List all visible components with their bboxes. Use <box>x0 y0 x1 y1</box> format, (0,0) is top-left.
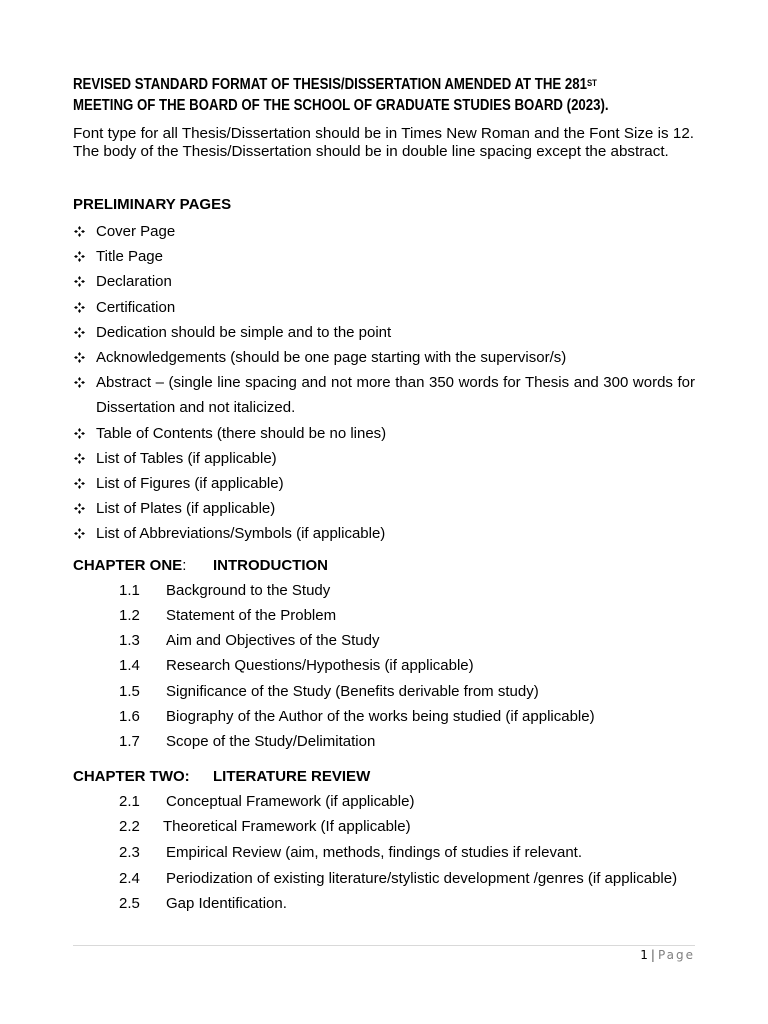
list-item-text: Acknowledgements (should be one page starting with the supervisor/s) <box>96 349 567 366</box>
list-item <box>73 295 695 320</box>
section-number: 2.4 <box>119 870 140 887</box>
page-footer <box>640 948 695 962</box>
title-line-2: MEETING OF THE BOARD OF THE SCHOOL OF GRADUATE STUDIES BOARD (2023). <box>73 97 609 114</box>
chapter-two-heading <box>73 768 371 785</box>
diamond-bullet-icon <box>73 320 89 345</box>
diamond-bullet-icon <box>73 496 89 521</box>
list-item-text: List of Tables (if applicable) <box>96 450 277 467</box>
document-title <box>73 74 695 116</box>
section-text: Significance of the Study (Benefits derivable from study) <box>166 683 539 700</box>
section-number: 2.1 <box>119 793 140 810</box>
list-item <box>73 370 695 421</box>
list-item-text: Dedication should be simple and to the point <box>96 324 392 341</box>
diamond-bullet-icon <box>73 345 89 370</box>
section-text: Aim and Objectives of the Study <box>166 632 380 649</box>
section-number: 1.1 <box>119 582 140 599</box>
section-number: 2.3 <box>119 844 140 861</box>
intro-paragraph: Font type for all Thesis/Dissertation should be in Times New Roman and the Font Size is 12. The body of the Thesis/Dissertation should be in double line spacing except the abstract. <box>73 125 694 160</box>
section-text: Research Questions/Hypothesis (if applicable) <box>166 657 474 674</box>
footer-divider <box>73 945 695 946</box>
list-item <box>73 244 695 269</box>
chapter-one-label: CHAPTER ONE <box>73 557 183 574</box>
chapter-one-heading <box>73 557 328 574</box>
list-item <box>73 471 695 496</box>
list-item <box>73 320 695 345</box>
diamond-bullet-icon <box>73 421 89 446</box>
section-text: Periodization of existing literature/stylistic development /genres (if applicable) <box>166 870 678 887</box>
section-number: 1.6 <box>119 708 140 725</box>
page-label: Page <box>657 948 695 962</box>
list-item-text: Title Page <box>96 248 163 265</box>
section-text: Gap Identification. <box>166 895 287 912</box>
list-item <box>73 345 695 370</box>
section-number: 1.4 <box>119 657 140 674</box>
chapter-two-title: LITERATURE REVIEW <box>213 768 371 785</box>
list-item-text: Abstract – (single line spacing and not more than 350 words for Thesis and 300 words for Dissertation and not italicized. <box>96 374 695 417</box>
diamond-bullet-icon <box>73 295 89 320</box>
preliminary-heading: PRELIMINARY PAGES <box>73 196 232 213</box>
list-item-text: Certification <box>96 299 176 316</box>
diamond-bullet-icon <box>73 471 89 496</box>
chapter-two-label: CHAPTER TWO: <box>73 768 190 785</box>
diamond-bullet-icon <box>73 244 89 269</box>
diamond-bullet-icon <box>73 370 89 395</box>
list-item <box>73 421 695 446</box>
section-text: Statement of the Problem <box>166 607 337 624</box>
list-item-text: List of Figures (if applicable) <box>96 475 284 492</box>
diamond-bullet-icon <box>73 269 89 294</box>
title-superscript: ST <box>587 78 597 88</box>
list-item <box>73 446 695 471</box>
list-item-text: Table of Contents (there should be no lines) <box>96 425 387 442</box>
list-item-text: List of Plates (if applicable) <box>96 500 276 517</box>
chapter-one-title: INTRODUCTION <box>213 557 328 574</box>
section-text: Theoretical Framework (If applicable) <box>163 818 411 835</box>
list-item <box>73 219 695 244</box>
list-item <box>73 521 695 546</box>
section-number: 2.2 <box>119 818 140 835</box>
diamond-bullet-icon <box>73 521 89 546</box>
section-text: Scope of the Study/Delimitation <box>166 733 376 750</box>
section-text: Background to the Study <box>166 582 331 599</box>
section-number: 1.2 <box>119 607 140 624</box>
section-number: 2.5 <box>119 895 140 912</box>
list-item-text: Declaration <box>96 273 172 290</box>
chapter-one-colon: : <box>182 557 187 574</box>
list-item <box>73 269 695 294</box>
diamond-bullet-icon <box>73 219 89 244</box>
section-text: Conceptual Framework (if applicable) <box>166 793 415 810</box>
list-item-text: List of Abbreviations/Symbols (if applicable) <box>96 525 386 542</box>
footer-separator: | <box>650 948 655 962</box>
section-text: Empirical Review (aim, methods, findings of studies if relevant. <box>166 844 583 861</box>
list-item <box>73 496 695 521</box>
section-number: 1.3 <box>119 632 140 649</box>
section-number: 1.5 <box>119 683 140 700</box>
section-text: Biography of the Author of the works being studied (if applicable) <box>166 708 595 725</box>
list-item-text: Cover Page <box>96 223 176 240</box>
title-line-1: REVISED STANDARD FORMAT OF THESIS/DISSERTATION AMENDED AT THE 281 <box>73 76 588 93</box>
diamond-bullet-icon <box>73 446 89 471</box>
page-number: 1 <box>640 948 648 962</box>
section-number: 1.7 <box>119 733 140 750</box>
